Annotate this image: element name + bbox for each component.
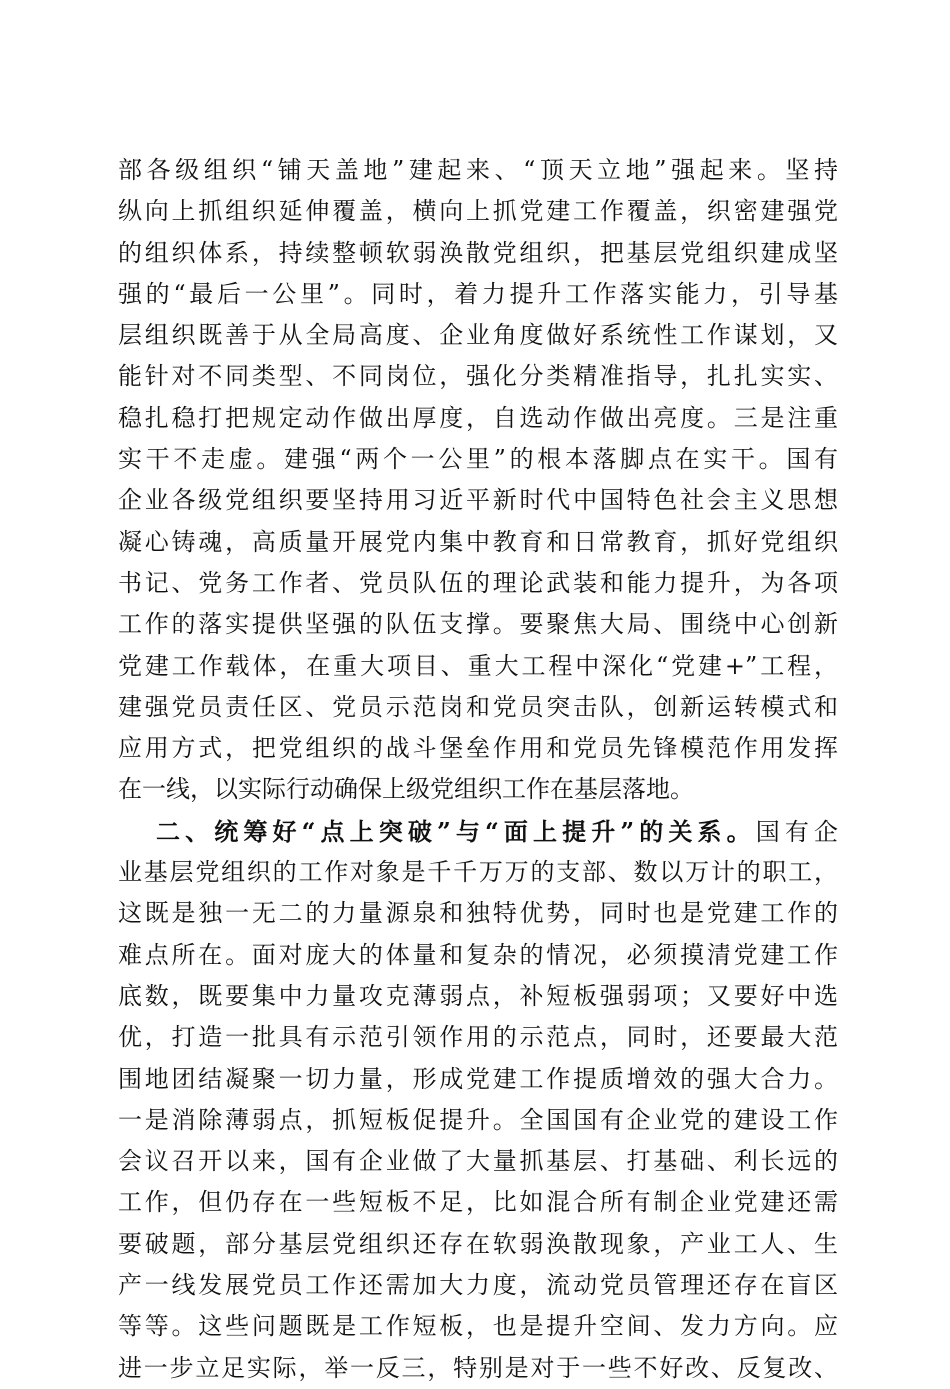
- body-text: [118, 150, 838, 1389]
- text-line: 党建工作载体，在重大项目、重大工程中深化“党建+”工程，: [118, 651, 838, 680]
- text-line: 工作，但仍存在一些短板不足，比如混合所有制企业党建还需: [118, 1188, 838, 1217]
- text-line: 这既是独一无二的力量源泉和独特优势，同时也是党建工作的: [118, 899, 838, 928]
- text-line: 的组织体系，持续整顿软弱涣散党组织，把基层党组织建成坚: [118, 238, 838, 267]
- text-line: 能针对不同类型、不同岗位，强化分类精准指导，扎扎实实、: [118, 362, 838, 391]
- text-line: 企业各级党组织要坚持用习近平新时代中国特色社会主义思想: [118, 486, 838, 515]
- text-line: 应用方式，把党组织的战斗堡垒作用和党员先锋模范作用发挥: [118, 734, 838, 763]
- text-line: 纵向上抓组织延伸覆盖，横向上抓党建工作覆盖，织密建强党: [118, 197, 838, 226]
- text-line: 建强党员责任区、党员示范岗和党员突击队，创新运转模式和: [118, 692, 838, 721]
- text-line: 业基层党组织的工作对象是千千万万的支部、数以万计的职工，: [118, 858, 838, 887]
- text-line: 强的“最后一公里”。同时，着力提升工作落实能力，引导基: [118, 279, 838, 308]
- text-line: 难点所在。面对庞大的体量和复杂的情况，必须摸清党建工作: [118, 940, 838, 969]
- text-line: 等等。这些问题既是工作短板，也是提升空间、发力方向。应: [118, 1312, 838, 1341]
- text-line: 稳扎稳打把规定动作做出厚度，自选动作做出亮度。三是注重: [118, 403, 838, 432]
- text-line: 工作的落实提供坚强的队伍支撑。要聚焦大局、围绕中心创新: [118, 610, 838, 639]
- text-line: 实干不走虚。建强“两个一公里”的根本落脚点在实干。国有: [118, 445, 838, 474]
- text-line: 书记、党务工作者、党员队伍的理论武装和能力提升，为各项: [118, 568, 838, 597]
- text-line: 进一步立足实际，举一反三，特别是对于一些不好改、反复改、: [118, 1353, 838, 1382]
- text-line: 一是消除薄弱点，抓短板促提升。全国国有企业党的建设工作: [118, 1105, 838, 1134]
- text-line: 凝心铸魂，高质量开展党内集中教育和日常教育，抓好党组织: [118, 527, 838, 556]
- heading-continuation: 国有企: [755, 817, 839, 846]
- text-line: 要破题，部分基层党组织还存在软弱涣散现象，产业工人、生: [118, 1229, 838, 1258]
- section-heading-line: [118, 811, 838, 852]
- text-line: 层组织既善于从全局高度、企业角度做好系统性工作谋划，又: [118, 321, 838, 350]
- text-line: 产一线发展党员工作还需加大力度，流动党员管理还存在盲区: [118, 1271, 838, 1300]
- text-line: 优，打造一批具有示范引领作用的示范点，同时，还要最大范: [118, 1023, 838, 1052]
- text-line: 会议召开以来，国有企业做了大量抓基层、打基础、利长远的: [118, 1147, 838, 1176]
- text-line: 底数，既要集中力量攻克薄弱点，补短板强弱项；又要好中选: [118, 981, 838, 1010]
- text-line: 围地团结凝聚一切力量，形成党建工作提质增效的强大合力。: [118, 1064, 838, 1093]
- text-line: 部各级组织“铺天盖地”建起来、“顶天立地”强起来。坚持: [118, 156, 838, 184]
- section-heading: 二、统筹好“点上突破”与“面上提升”的关系。: [156, 816, 756, 846]
- text-line: 在一线，以实际行动确保上级党组织工作在基层落地。: [118, 775, 694, 804]
